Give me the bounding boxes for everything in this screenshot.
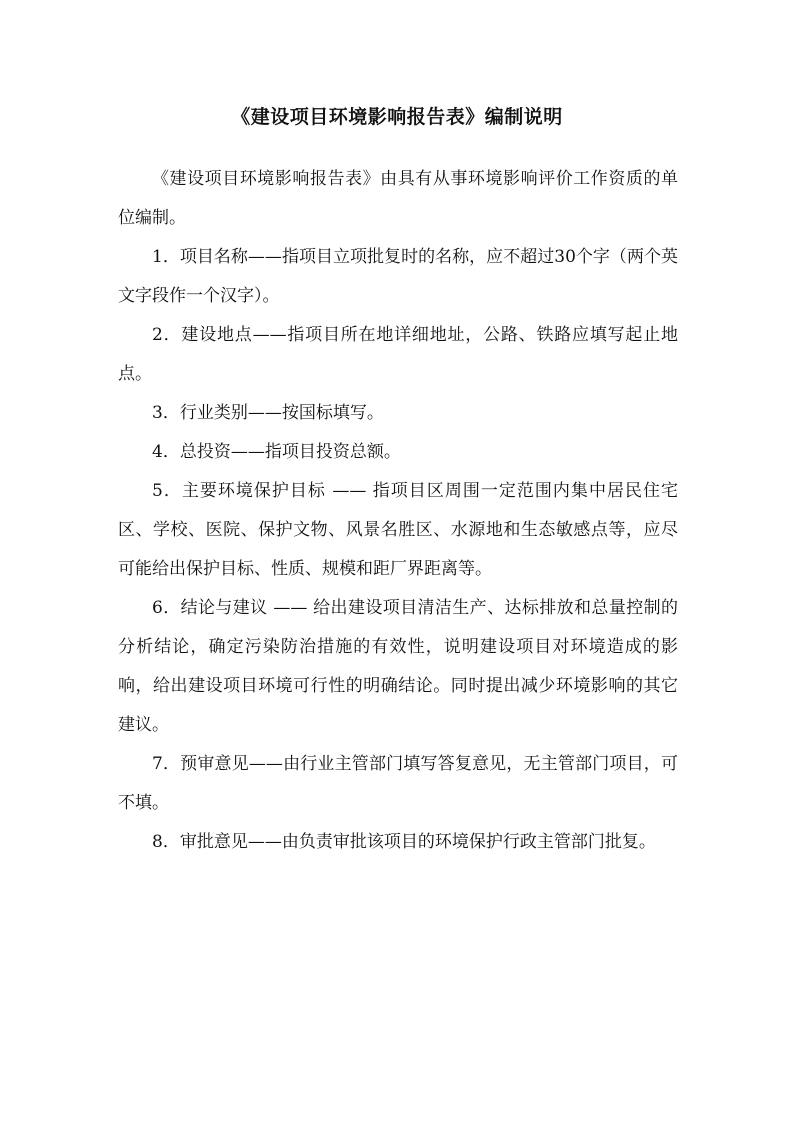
item-conclusions: 6．结论与建议 —— 给出建设项目清洁生产、达标排放和总量控制的分析结论，确定污染防治措施的有效性，说明建设项目对环境造成的影响，给出建设项目环境可行性的明确结论。同时提出减少环境影响的其它建议。	[118, 598, 678, 735]
item-approval-opinion: 8．审批意见——由负责审批该项目的环境保护行政主管部门批复。	[152, 832, 656, 852]
item-total-investment: 4．总投资——指项目投资总额。	[152, 442, 401, 462]
intro-paragraph: 《建设项目环境影响报告表》由具有从事环境影响评价工作资质的单位编制。	[118, 169, 678, 228]
document-body	[118, 160, 678, 862]
item-preliminary-review: 7．预审意见——由行业主管部门填写答复意见，无主管部门项目，可不填。	[118, 754, 678, 813]
item-construction-site: 2．建设地点——指项目所在地详细地址，公路、铁路应填写起止地点。	[118, 325, 678, 384]
item-project-name: 1．项目名称——指项目立项批复时的名称，应不超过30个字（两个英文字段作一个汉字）。	[118, 247, 678, 306]
item-protection-targets: 5．主要环境保护目标 —— 指项目区周围一定范围内集中居民住宅区、学校、医院、保护文物、风景名胜区、水源地和生态敏感点等，应尽可能给出保护目标、性质、规模和距厂界距离等。	[118, 481, 678, 579]
item-industry-category: 3．行业类别——按国标填写。	[152, 403, 384, 423]
document-title: 《建设项目环境影响报告表》编制说明	[231, 106, 563, 128]
